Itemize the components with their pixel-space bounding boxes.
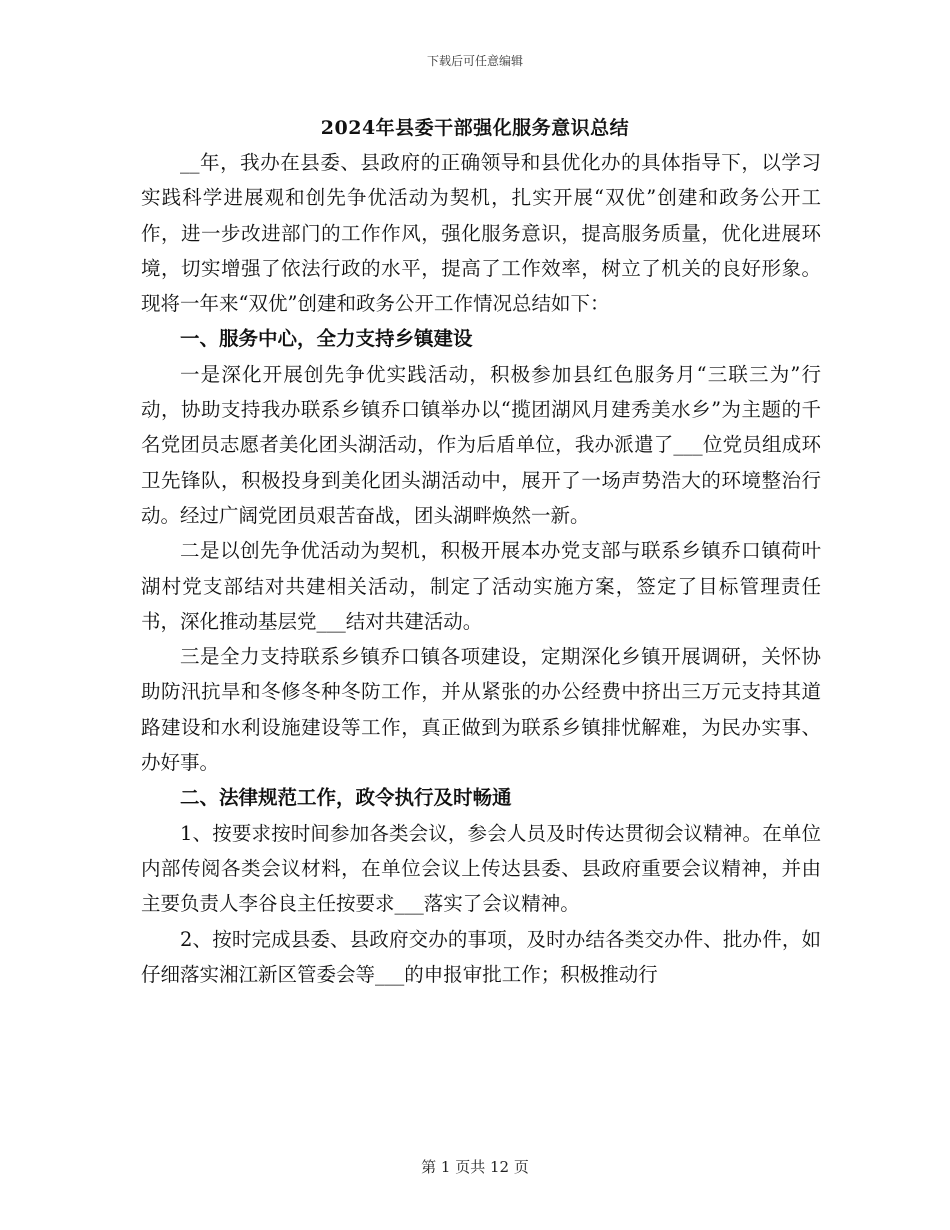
header-note: 下载后可任意编辑: [426, 54, 523, 68]
section-heading-1: 一、服务中心，全力支持乡镇建设: [180, 327, 473, 351]
paragraph-1-2: 二是以创先争优活动为契机，积极开展本办党支部与联系乡镇乔口镇荷叶湖村党支部结对共建相关活动，制定了活动实施方案，签定了目标管理责任书，深化推动基层党___结对共建活动。: [141, 539, 821, 633]
section-heading-2: 二、法律规范工作，政令执行及时畅通: [180, 786, 512, 810]
document-title: 2024年县委干部强化服务意识总结: [320, 117, 630, 139]
paragraph-2-2: 2、按时完成县委、县政府交办的事项，及时办结各类交办件、批办件，如仔细落实湘江新区管委会等___的申报审批工作；积极推动行: [141, 927, 821, 986]
document-body: [141, 145, 821, 992]
paragraph-1-1: 一是深化开展创先争优实践活动，积极参加县红色服务月“三联三为”行动，协助支持我办联系乡镇乔口镇举办以“揽团湖风月建秀美水乡”为主题的千名党团员志愿者美化团头湖活动，作为后盾单位，我办派遣了___位党员组成环卫先锋队，积极投身到美化团头湖活动中，展开了一场声势浩大的环境整治行动。经过广阔党团员艰苦奋战，团头湖畔焕然一新。: [141, 362, 821, 527]
paragraph-1-3: 三是全力支持联系乡镇乔口镇各项建设，定期深化乡镇开展调研，关怀协助防汛抗旱和冬修冬种冬防工作，并从紧张的办公经费中挤出三万元支持其道路建设和水利设施建设等工作，真正做到为联系乡镇排忧解难，为民办实事、办好事。: [141, 645, 821, 775]
page-footer: 第 1 页共 12 页: [421, 1158, 529, 1176]
paragraph-intro: __年，我办在县委、县政府的正确领导和县优化办的具体指导下，以学习实践科学进展观和创先争优活动为契机，扎实开展“双优”创建和政务公开工作，进一步改进部门的工作作风，强化服务意识，提高服务质量，优化进展环境，切实增强了依法行政的水平，提高了工作效率，树立了机关的良好形象。现将一年来“双优”创建和政务公开工作情况总结如下：: [141, 151, 821, 316]
paragraph-2-1: 1、按要求按时间参加各类会议，参会人员及时传达贯彻会议精神。在单位内部传阅各类会议材料，在单位会议上传达县委、县政府重要会议精神，并由主要负责人李谷良主任按要求___落实了会议精神。: [141, 821, 821, 916]
